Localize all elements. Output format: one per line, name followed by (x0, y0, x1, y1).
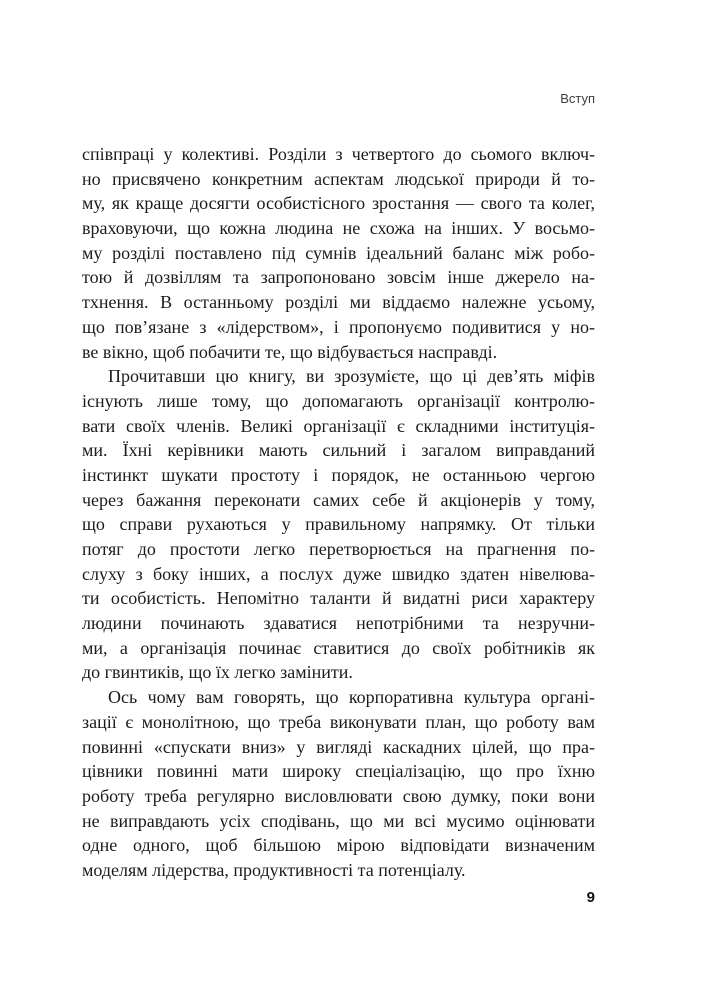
chapter-title: Вступ (560, 91, 595, 106)
text-line: враховуючи, що кожна людина не схожа на інших. У восьмо- (82, 218, 595, 239)
text-line: існують лише тому, що допомагають організації контролю- (82, 390, 595, 411)
text-line: му, як краще досягти особистісного зростання — свого та колег, (82, 193, 595, 214)
text-line: ве вікно, щоб побачити те, що відбувається насправді. (82, 341, 498, 362)
text-line: слуху з боку інших, а послух дуже швидко здатен нівелюва- (82, 563, 595, 584)
text-line: му розділі поставлено під сумнів ідеальний баланс між робо- (82, 242, 595, 263)
text-line: що справи рухаються у правильному напрямку. От тільки (82, 514, 595, 535)
text-line: ми, а організація починає ставитися до своїх робітників як (82, 637, 595, 658)
page-number: 9 (586, 889, 595, 906)
text-line: тхнення. В останньому розділі ми віддаємо належне усьому, (82, 292, 595, 313)
text-line: одне одного, щоб більшою мірою відповідати визначеним (82, 835, 595, 856)
text-line: до гвинтиків, що їх легко замінити. (82, 662, 353, 683)
text-line: цівники повинні мати широку спеціалізацію, що про їхню (82, 761, 595, 782)
text-line: ми. Їхні керівники мають сильний і загалом виправданий (82, 440, 595, 461)
text-line: ти особистість. Непомітно таланти й видатні риси характеру (82, 588, 595, 609)
text-line: Ось чому вам говорять, що корпоративна культура органі- (108, 687, 595, 708)
text-block (82, 142, 595, 883)
text-line: Прочитавши цю книгу, ви зрозумієте, що ці дев’ять міфів (108, 366, 595, 387)
text-line: потяг до простоти легко перетворюється на прагнення по- (82, 539, 595, 559)
text-line: вати своїх членів. Великі організації є складними інституція- (82, 415, 595, 436)
text-line: моделям лідерства, продуктивності та потенціалу. (82, 859, 466, 880)
text-line: но присвячено конкретним аспектам людської природи й то- (82, 168, 595, 189)
text-line: роботу треба регулярно висловлювати свою думку, поки вони (82, 785, 595, 806)
text-line: інстинкт шукати простоту і порядок, не останньою чергою (82, 464, 595, 485)
text-line: не виправдають усіх сподівань, що ми всі мусимо оцінювати (82, 810, 595, 831)
text-line: повинні «спускати вниз» у вигляді каскадних цілей, що пра- (82, 736, 595, 757)
text-line: через бажання переконати самих себе й акціонерів у тому, (82, 489, 595, 510)
text-line: співпраці у колективі. Розділи з четвертого до сьомого включ- (82, 144, 595, 164)
text-line: людини починають здаватися непотрібними та незручни- (82, 613, 595, 634)
text-line: зації є монолітною, що треба виконувати план, що роботу вам (82, 711, 595, 732)
running-header (82, 91, 595, 106)
text-line: що пов’язане з «лідерством», і пропонуємо подивитися у но- (82, 316, 595, 337)
text-line: тою й дозвіллям та запропоновано зовсім інше джерело на- (82, 267, 595, 288)
